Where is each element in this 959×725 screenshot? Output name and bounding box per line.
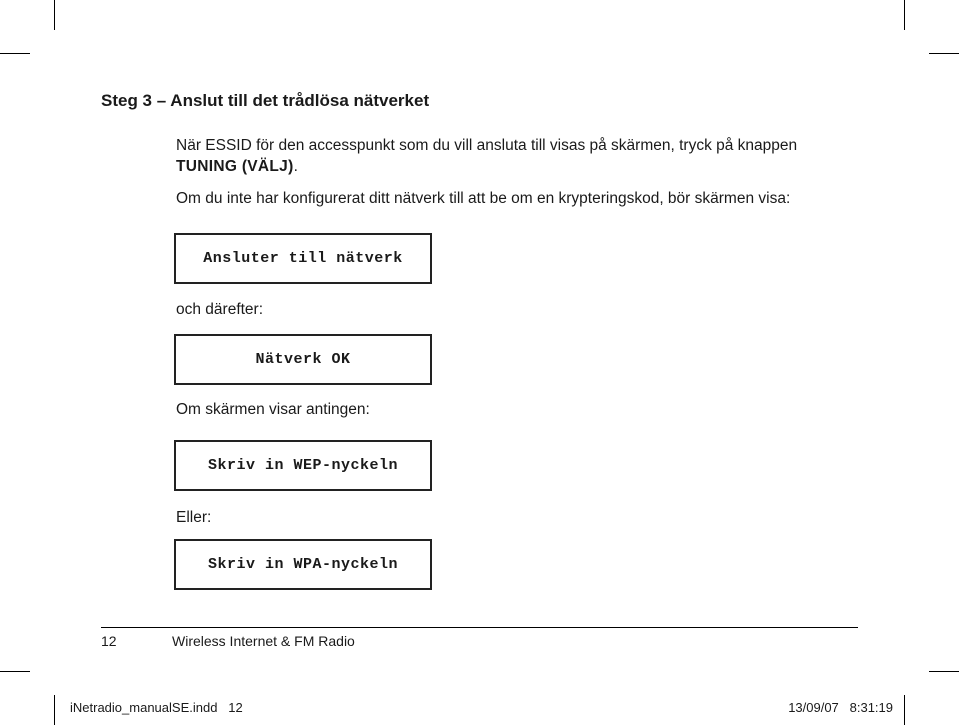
footer-rule: [101, 627, 858, 628]
intro-line-1: När ESSID för den accesspunkt som du vill ansluta till visas på skärmen, tryck på knappen: [176, 137, 798, 154]
display-box-wep-key: [174, 440, 432, 491]
display-text-wep-key: Skriv in WEP-nyckeln: [207, 457, 399, 474]
crop-mark-bottom-right-vertical: [904, 695, 905, 725]
crop-mark-top-right-horizontal: [929, 53, 959, 54]
crop-mark-top-left-vertical: [54, 0, 55, 30]
intro-paragraph: [176, 135, 797, 177]
tuning-button-label: TUNING (VÄLJ): [176, 158, 294, 175]
page-heading: Steg 3 – Anslut till det trådlösa nätverket: [101, 91, 430, 110]
crop-mark-bottom-left-horizontal: [0, 671, 30, 672]
slug-date-time: 13/09/07 8:31:19: [788, 700, 893, 715]
display-text-network-ok: Nätverk OK: [255, 351, 351, 368]
intro-line-2: [176, 156, 797, 177]
intro-period: .: [293, 158, 298, 175]
then-label: och därefter:: [176, 301, 264, 318]
slug-file-info: iNetradio_manualSE.indd 12: [70, 700, 243, 715]
footer-title: Wireless Internet & FM Radio: [172, 633, 355, 649]
display-box-connecting: [174, 233, 432, 284]
display-box-network-ok: [174, 334, 432, 385]
if-screen-shows-label: Om skärmen visar antingen:: [176, 401, 370, 418]
encryption-paragraph: Om du inte har konfigurerat ditt nätverk till att be om en krypteringskod, bör skärmen visa:: [176, 190, 791, 207]
crop-mark-top-right-vertical: [904, 0, 905, 30]
or-label: Eller:: [176, 509, 212, 526]
crop-mark-top-left-horizontal: [0, 53, 30, 54]
crop-mark-bottom-left-vertical: [54, 695, 55, 725]
display-box-wpa-key: [174, 539, 432, 590]
display-text-connecting: Ansluter till nätverk: [203, 250, 403, 267]
crop-mark-bottom-right-horizontal: [929, 671, 959, 672]
display-text-wpa-key: Skriv in WPA-nyckeln: [207, 556, 399, 573]
footer-page-number: 12: [101, 633, 117, 649]
